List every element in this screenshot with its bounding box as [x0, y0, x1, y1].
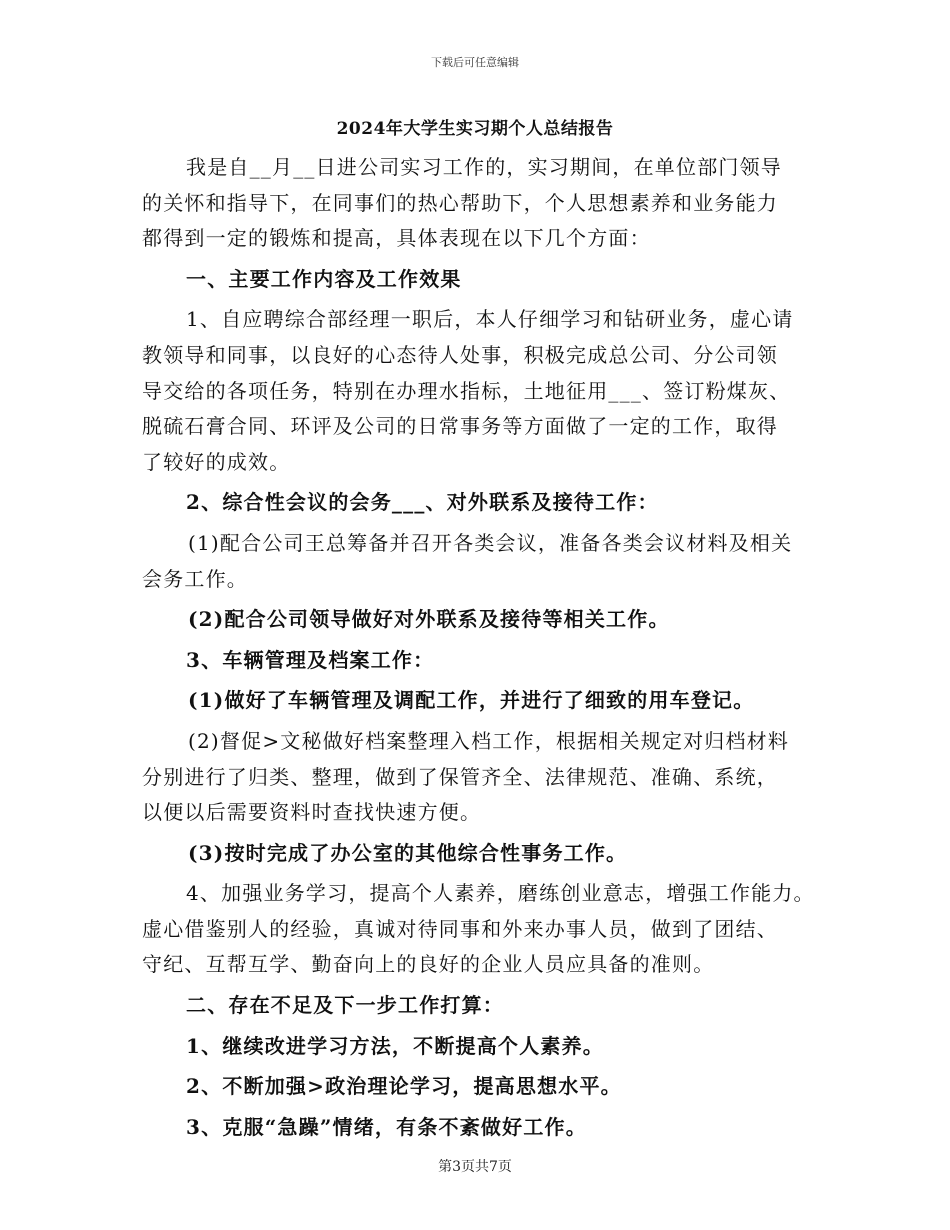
- bold-item: 2、不断加强>政治理论学习，提高思想水平。: [186, 1074, 622, 1099]
- bold-item: 3、克服“急躁”情绪，有条不紊做好工作。: [186, 1114, 587, 1139]
- subsection-heading: 2、综合性会议的会务___、对外联系及接待工作：: [186, 490, 659, 515]
- section-heading: 二、存在不足及下一步工作打算：: [186, 993, 504, 1018]
- bold-item: 1、继续改进学习方法，不断提高个人素养。: [186, 1033, 604, 1058]
- paragraph-line: 守纪、互帮互学、勤奋向上的良好的企业人员应具备的准则。: [142, 952, 715, 977]
- paragraph-line: 我是自__月__日进公司实习工作的，实习期间，在单位部门领导: [186, 155, 782, 179]
- page-indicator: 第3页共7页: [438, 1159, 512, 1175]
- paragraph-line: 以便以后需要资料时查找快速方便。: [142, 800, 482, 825]
- bold-item: (3)按时完成了办公室的其他综合性事务工作。: [188, 840, 628, 865]
- paragraph-line: 1、自应聘综合部经理一职后，本人仔细学习和钻研业务，虚心请: [186, 307, 794, 332]
- document-body: [142, 150, 822, 1145]
- paragraph-line: 的关怀和指导下，在同事们的热心帮助下，个人思想素养和业务能力: [142, 190, 778, 215]
- paragraph-line: 了较好的成效。: [142, 449, 291, 474]
- paragraph-line: (1)配合公司王总筹备并召开各类会议，准备各类会议材料及相关: [188, 530, 793, 555]
- document-title: 2024年大学生实习期个人总结报告: [336, 119, 614, 139]
- subsection-heading: 3、车辆管理及档案工作：: [186, 647, 435, 672]
- paragraph-line: 会务工作。: [142, 566, 248, 591]
- header-note: 下载后可任意编辑: [431, 56, 519, 69]
- paragraph-line: 导交给的各项任务，特别在办理水指标，土地征用___、签订粉煤灰、: [142, 378, 791, 403]
- paragraph-line: 都得到一定的锻炼和提高，具体表现在以下几个方面：: [142, 226, 651, 251]
- paragraph-line: 虚心借鉴别人的经验，真诚对待同事和外来办事人员，做到了团结、: [142, 916, 778, 941]
- paragraph-line: 分别进行了归类、整理，做到了保管齐全、法律规范、准确、系统，: [142, 764, 778, 789]
- paragraph-line: (2)督促>文秘做好档案整理入档工作，根据相关规定对归档材料: [188, 728, 790, 753]
- bold-item: (1)做好了车辆管理及调配工作，并进行了细致的用车登记。: [188, 688, 755, 713]
- bold-item: (2)配合公司领导做好对外联系及接待等相关工作。: [188, 607, 670, 632]
- section-heading: 一、主要工作内容及工作效果: [186, 266, 462, 291]
- paragraph-line: 教领导和同事，以良好的心态待人处事，积极完成总公司、分公司领: [142, 342, 778, 367]
- paragraph-line: 脱硫石膏合同、环评及公司的日常事务等方面做了一定的工作，取得: [142, 414, 778, 439]
- paragraph-line: 4、加强业务学习，提高个人素养，磨练创业意志，增强工作能力。: [186, 881, 815, 906]
